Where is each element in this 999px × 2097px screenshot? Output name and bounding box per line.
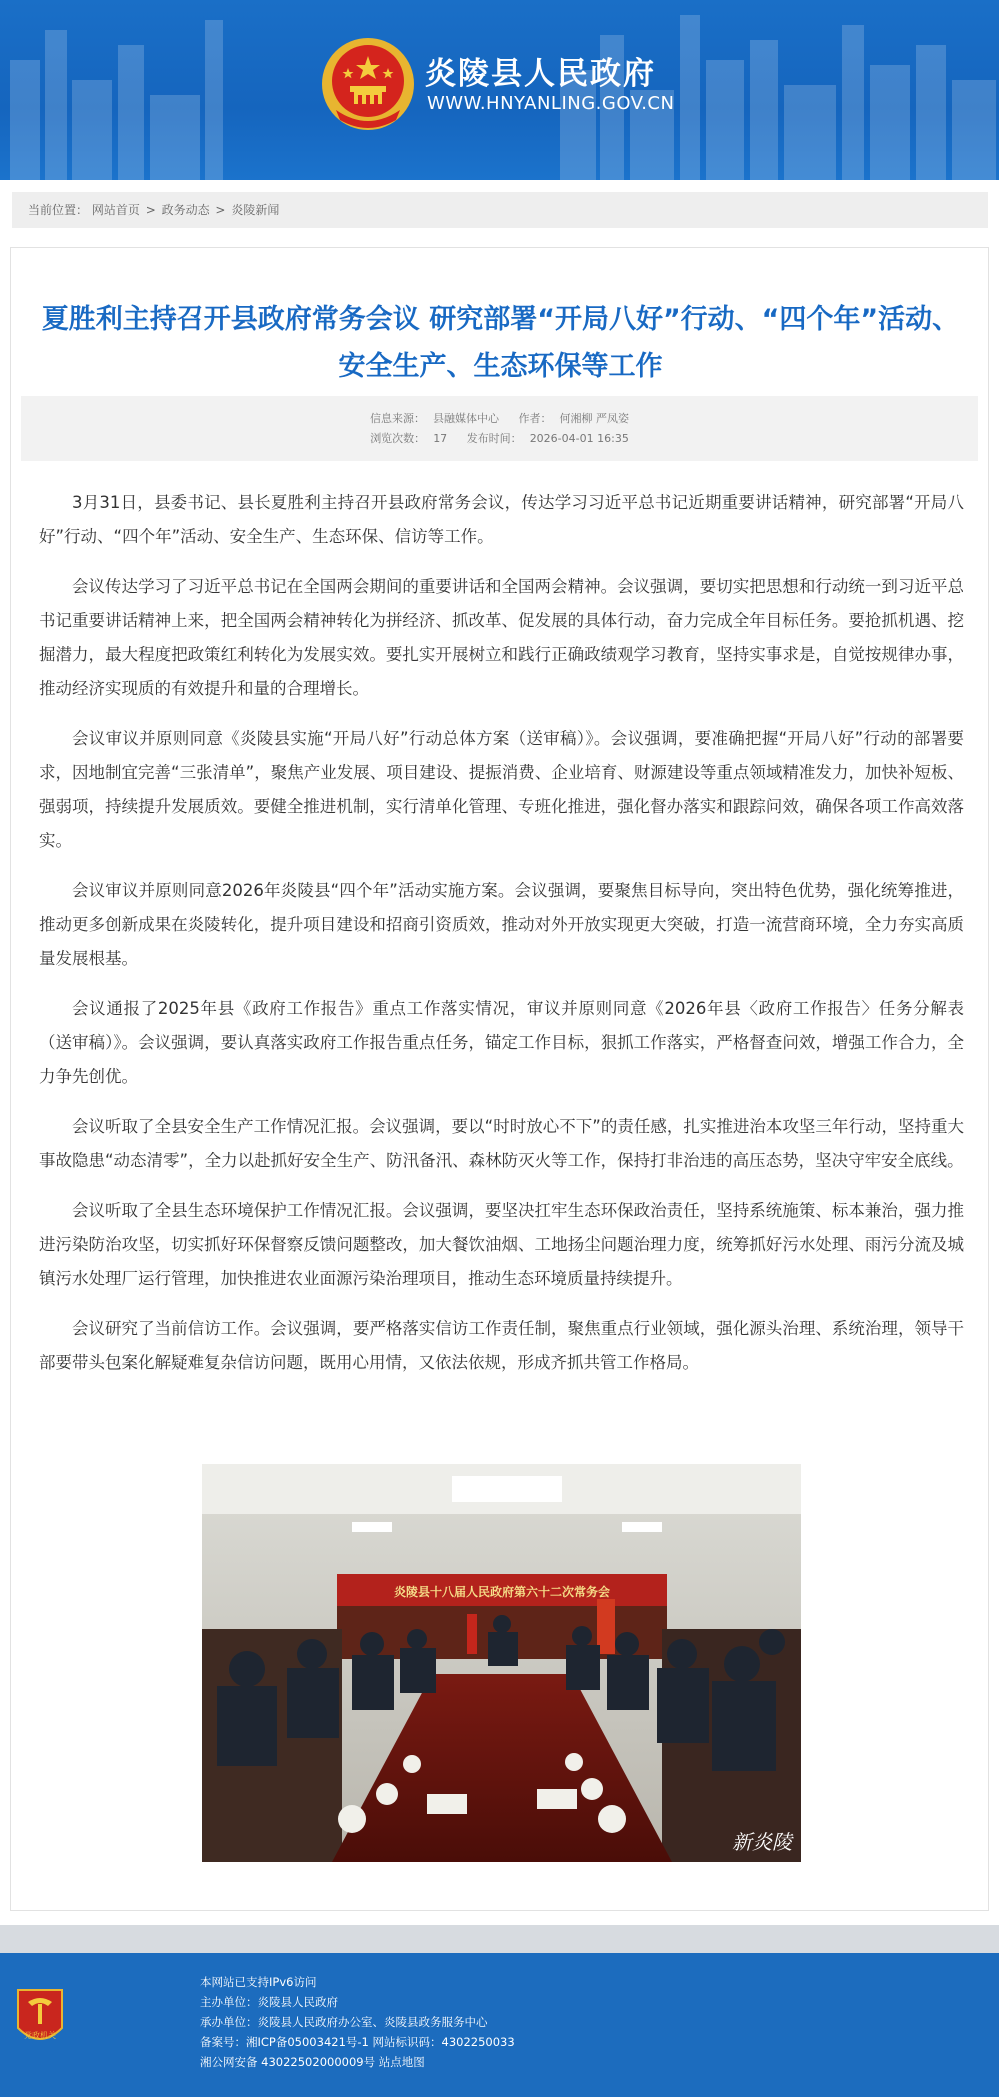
meta-date: 发布时间： 2026-04-01 16:35	[466, 432, 629, 445]
article-paragraph: 会议听取了全县安全生产工作情况汇报。会议强调，要以“时时放心不下”的责任感，扎实推进治本攻坚三年行动，坚持重大事故隐患“动态清零”，全力以赴抓好安全生产、防汛备汛、森林防灭火等工作，保持打非治违的高压态势，坚决守牢安全底线。	[39, 1117, 964, 1170]
footer-police-record[interactable]: 湘公网安备 43022502000009号 站点地图	[200, 2055, 425, 2069]
national-emblem-icon[interactable]	[318, 34, 418, 136]
breadcrumb-news-link[interactable]: 政务动态	[161, 203, 210, 217]
photo-watermark: 新炎陵	[732, 1830, 792, 1854]
photo-banner-text: 炎陵县十八届人民政府第六十二次常务会	[393, 1585, 611, 1599]
party-building-emblem-icon[interactable]	[14, 1986, 66, 2052]
article-title: 夏胜利主持召开县政府常务会议 研究部署“开局八好”行动、“四个年”活动、安全生产、生态环保等工作	[41, 304, 960, 382]
meta-author: 作者： 何湘柳 严凤姿	[518, 412, 629, 425]
article-paragraph: 会议审议并原则同意2026年炎陵县“四个年”活动实施方案。会议强调，要聚焦目标导向，突出特色优势，强化统筹推进，推动更多创新成果在炎陵转化，提升项目建设和招商引资质效，推动对外开放实现更大突破，打造一流营商环境，全力夯实高质量发展根基。	[39, 881, 964, 968]
footer-info	[200, 1972, 515, 2072]
breadcrumb-prefix: 当前位置：	[28, 203, 89, 217]
article-paragraph: 会议通报了2025年县《政府工作报告》重点工作落实情况，审议并原则同意《2026年县〈政府工作报告〉任务分解表（送审稿）》。会议强调，要认真落实政府工作报告重点任务，锚定工作目标，狠抓工作落实，严格督查问效，增强工作合力，全力争先创优。	[39, 999, 964, 1086]
footer-divider-bar	[0, 1925, 999, 1953]
site-name[interactable]: 炎陵县人民政府	[425, 56, 656, 92]
footer-organizer: 承办单位：炎陵县人民政府办公室、炎陵县政务服务中心	[200, 2015, 488, 2029]
article-card	[10, 247, 989, 1911]
footer-ipv6-notice: 本网站已支持IPv6访问	[200, 1975, 317, 1989]
meta-source: 信息来源： 县融媒体中心	[370, 412, 499, 425]
article-paragraph: 会议听取了全县生态环境保护工作情况汇报。会议强调，要坚决扛牢生态环保政治责任，坚持系统施策、标本兼治，强力推进污染防治攻坚，切实抓好环保督察反馈问题整改，加大餐饮油烟、工地扬尘问题治理力度，统筹抓好污水处理、雨污分流及城镇污水处理厂运行管理，加快推进农业面源污染治理项目，推动生态环境质量持续提升。	[39, 1201, 964, 1288]
site-url[interactable]: WWW.HNYANLING.GOV.CN	[427, 93, 675, 114]
article-paragraph: 会议传达学习了习近平总书记在全国两会期间的重要讲话和全国两会精神。会议强调，要切实把思想和行动统一到习近平总书记重要讲话精神上来，把全国两会精神转化为拼经济、抓改革、促发展的具体行动，奋力完成全年目标任务。要抢抓机遇、挖掘潜力，最大程度把政策红利转化为发展实效。要扎实开展树立和践行正确政绩观学习教育，坚持实事求是，自觉按规律办事，推动经济实现质的有效提升和量的合理增长。	[39, 577, 964, 698]
article-paragraph: 会议研究了当前信访工作。会议强调，要严格落实信访工作责任制，聚焦重点行业领域，强化源头治理、系统治理，领导干部要带头包案化解疑难复杂信访问题，既用心用情，又依法依规，形成齐抓共管工作格局。	[39, 1319, 964, 1372]
article-paragraph: 3月31日，县委书记、县长夏胜利主持召开县政府常务会议，传达学习习近平总书记近期重要讲话精神，研究部署“开局八好”行动、“四个年”活动、安全生产、生态环保、信访等工作。	[39, 493, 964, 546]
meeting-photo	[202, 1464, 801, 1862]
footer-icp[interactable]: 备案号：湘ICP备05003421号-1 网站标识码：4302250033	[200, 2035, 515, 2049]
site-header	[0, 0, 999, 180]
breadcrumb-separator: >	[215, 203, 226, 217]
breadcrumb-local-news-link[interactable]: 炎陵新闻	[231, 203, 280, 217]
article-paragraph: 会议审议并原则同意《炎陵县实施“开局八好”行动总体方案（送审稿）》。会议强调，要准确把握“开局八好”行动的部署要求，因地制宜完善“三张清单”，聚焦产业发展、项目建设、提振消费、企业培育、财源建设等重点领域精准发力，加快补短板、强弱项，持续提升发展质效。要健全推进机制，实行清单化管理、专班化推进，强化督办落实和跟踪问效，确保各项工作高效落实。	[39, 729, 964, 850]
footer-sponsor: 主办单位：炎陵县人民政府	[200, 1995, 338, 2009]
site-footer	[0, 1953, 999, 2097]
article-body	[39, 486, 964, 1396]
breadcrumb-separator: >	[145, 203, 156, 217]
breadcrumb	[12, 192, 988, 228]
breadcrumb-home-link[interactable]: 网站首页	[91, 203, 140, 217]
article-meta	[21, 396, 978, 461]
meta-views: 浏览次数： 17	[370, 432, 448, 445]
party-emblem-text: 党政机关	[24, 2031, 56, 2040]
